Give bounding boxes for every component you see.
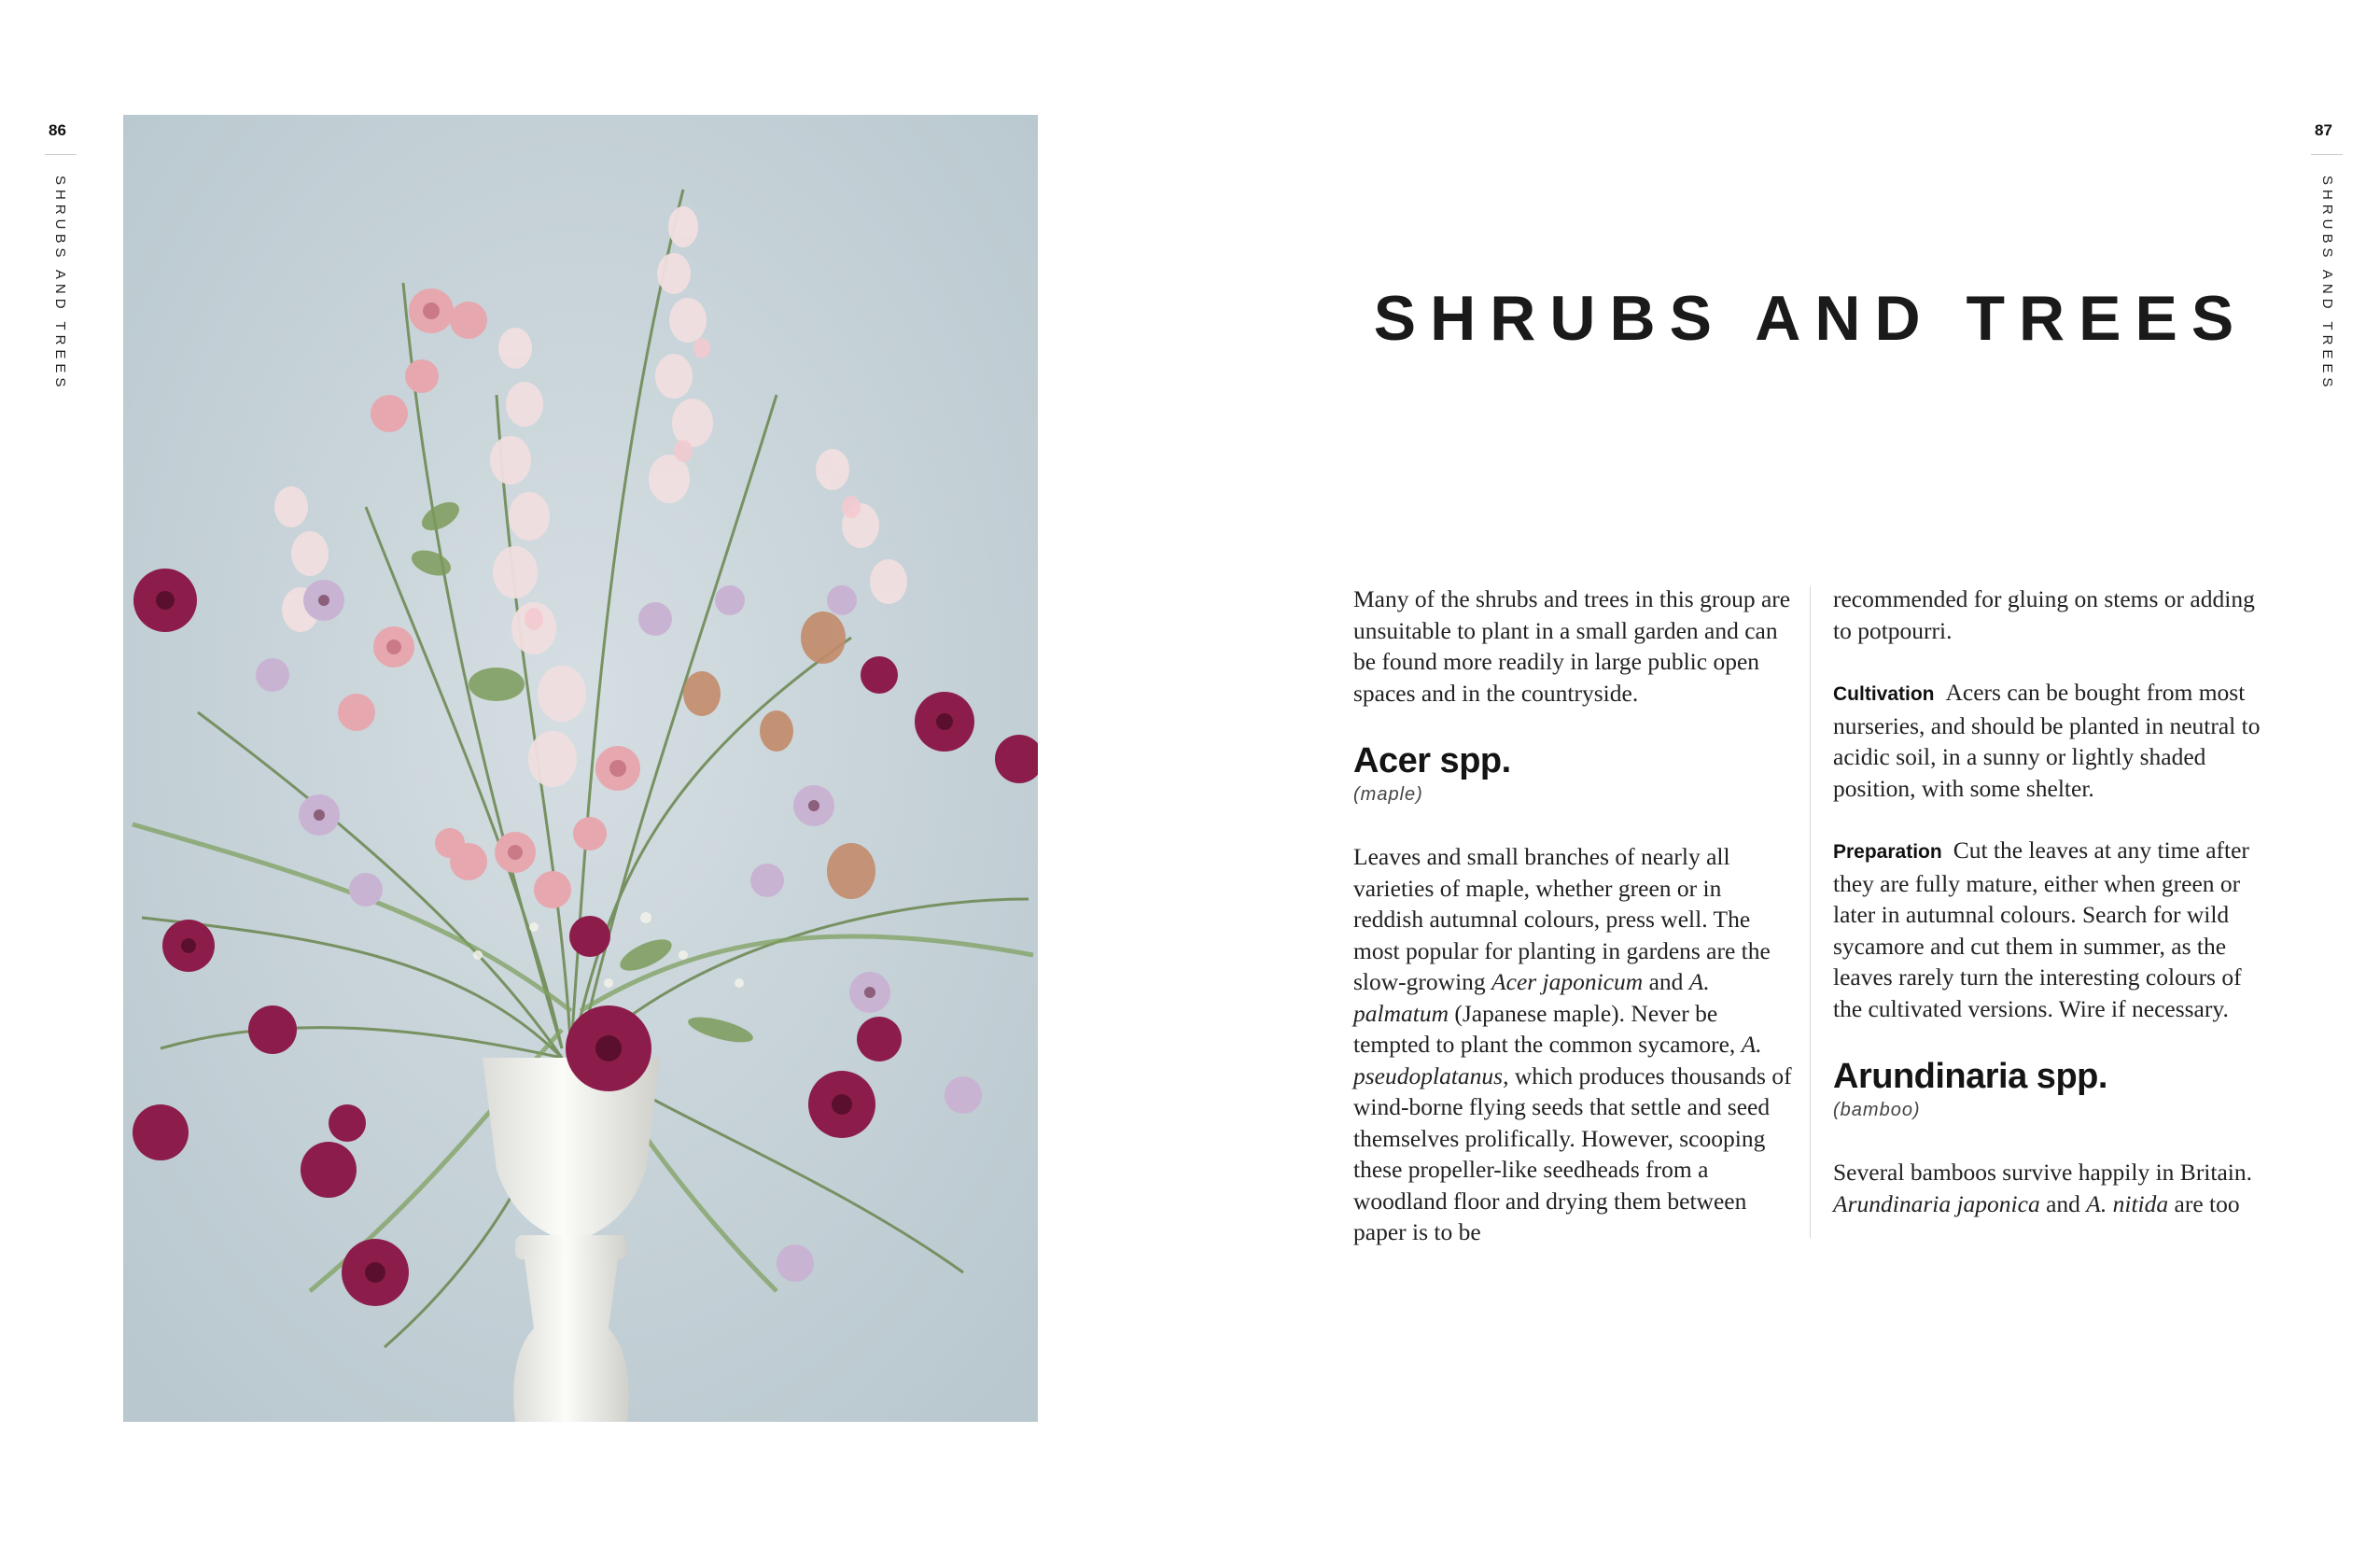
acer-body-italic-1: Acer japonicum: [1491, 968, 1644, 995]
acer-body-text-1: Leaves and small branches of nearly all varieties of maple, whether green or in reddish autumnal colours, press well. The most popular for planting in gardens are the slow-growing: [1353, 843, 1771, 995]
arundinaria-body-italic-2: A. nitida: [2086, 1189, 2169, 1217]
arundinaria-body-text-1: Several bamboos survive happily in Britain.: [1833, 1159, 2253, 1186]
entry-heading-arundinaria: Arundinaria spp.: [1833, 1057, 2107, 1096]
preparation-text: Cut the leaves at any time after they are fully mature, either when green or later in autumnal colours. Search for wild sycamore and cut them in summer, as the leaves rarely turn the interesting colours of the cultivated versions. Wire if necessary.: [1833, 836, 2249, 1022]
acer-body-text-2: and: [1643, 968, 1689, 995]
folio-rule-right: [2311, 154, 2343, 155]
text-column-right: [1833, 583, 2272, 1219]
preparation-label: Preparation: [1833, 841, 1942, 863]
cultivation-paragraph: [1833, 677, 2272, 804]
running-head-left: SHRUBS AND TREES: [52, 176, 68, 392]
arundinaria-body-italic-1: Arundinaria japonica: [1833, 1189, 2040, 1217]
intro-paragraph: Many of the shrubs and trees in this group are unsuitable to plant in a small garden and can be found more readily in large public open spaces and in the countryside.: [1353, 585, 1791, 707]
text-column-left: [1353, 583, 1792, 1248]
flower-illustration: [123, 115, 1038, 1422]
preparation-paragraph: [1833, 835, 2272, 1024]
dried-flower-arrangement-photo: [123, 115, 1038, 1422]
running-head-right: SHRUBS AND TREES: [2319, 176, 2335, 392]
acer-body-paragraph: [1353, 841, 1792, 1248]
entry-heading-acer: Acer spp.: [1353, 741, 1511, 780]
acer-body-italic-2: A. palmatum: [1353, 968, 1710, 1027]
acer-body-text-3: (Japanese maple). Never be tempted to plant the common sycamore,: [1353, 999, 1742, 1058]
common-name-arundinaria: (bamboo): [1833, 1100, 1921, 1120]
page-number-left: 86: [49, 121, 66, 139]
cultivation-text: Acers can be bought from most nurseries, and should be planted in neutral to acidic soil, in a sunny or lightly shaded position, with some shelter.: [1833, 679, 2261, 802]
arundinaria-body-paragraph: [1833, 1157, 2272, 1219]
arundinaria-body-text-3: are too: [2168, 1189, 2240, 1217]
chapter-title: SHRUBS AND TREES: [1373, 283, 2248, 354]
column-divider: [1810, 586, 1811, 1238]
folio-rule-left: [45, 154, 77, 155]
acer-body-text-4: which produces thousands of wind-borne flying seeds that settle and seed themselves prolifically. However, scooping these propeller-like seedheads from a woodland floor and drying them between paper is to be: [1353, 1061, 1792, 1245]
acer-continued-paragraph: recommended for gluing on stems or adding to potpourri.: [1833, 585, 2255, 644]
cultivation-label: Cultivation: [1833, 683, 1935, 705]
page-number-right: 87: [2315, 121, 2332, 139]
common-name-acer: (maple): [1353, 784, 1423, 805]
acer-body-italic-3: A. pseudoplatanus,: [1353, 1031, 1762, 1089]
arundinaria-body-text-2: and: [2039, 1189, 2087, 1217]
